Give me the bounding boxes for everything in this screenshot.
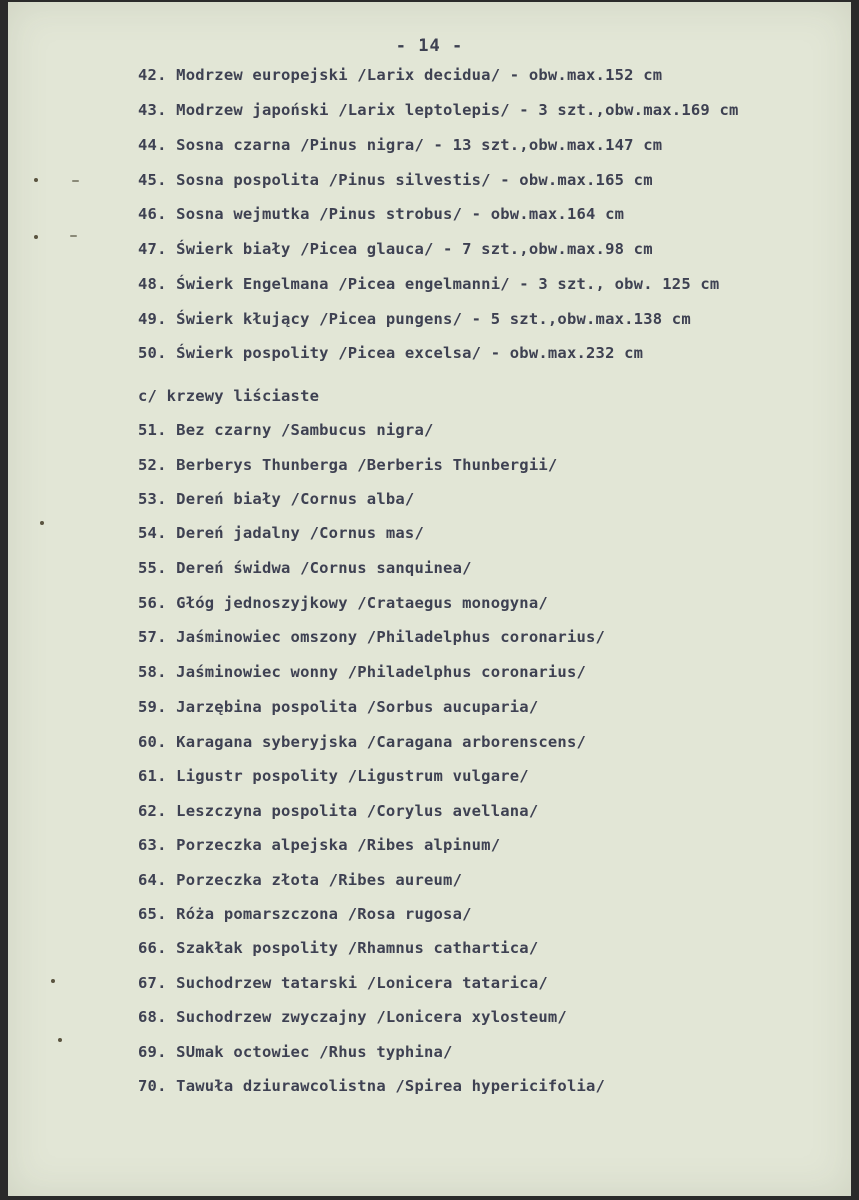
item-text: Sosna czarna /Pinus nigra/ - 13 szt.,obw.max.147 cm — [176, 136, 663, 154]
list-item — [138, 136, 662, 154]
item-number: 69. — [138, 1043, 167, 1061]
item-text: Jaśminowiec wonny /Philadelphus coronarius/ — [176, 663, 587, 681]
item-number: 57. — [138, 628, 167, 646]
item-text: Dereń jadalny /Cornus mas/ — [176, 524, 424, 542]
list-item — [138, 594, 548, 612]
list-item — [138, 171, 653, 189]
list-item — [138, 524, 424, 542]
item-text: Świerk pospolity /Picea excelsa/ - obw.max.232 cm — [176, 344, 644, 362]
margin-mark — [34, 178, 38, 182]
item-text: Porzeczka złota /Ribes aureum/ — [176, 871, 463, 889]
list-item — [138, 663, 586, 681]
item-text: Suchodrzew tatarski /Lonicera tatarica/ — [176, 974, 548, 992]
list-item — [138, 559, 472, 577]
item-text: Głóg jednoszyjkowy /Crataegus monogyna/ — [176, 594, 548, 612]
margin-mark — [40, 521, 44, 525]
item-text: Modrzew europejski /Larix decidua/ - obw.max.152 cm — [176, 66, 663, 84]
item-text: Dereń biały /Cornus alba/ — [176, 490, 415, 508]
item-number: 58. — [138, 663, 167, 681]
list-item — [138, 939, 538, 957]
item-text: Berberys Thunberga /Berberis Thunbergii/ — [176, 456, 558, 474]
section-title: krzewy liściaste — [166, 387, 320, 405]
item-number: 47. — [138, 240, 167, 258]
list-item — [138, 628, 605, 646]
list-item — [138, 698, 538, 716]
list-item — [138, 240, 653, 258]
item-number: 60. — [138, 733, 167, 751]
item-text: Dereń świdwa /Cornus sanquinea/ — [176, 559, 472, 577]
list-item — [138, 905, 472, 923]
item-number: 48. — [138, 275, 167, 293]
item-number: 63. — [138, 836, 167, 854]
item-number: 70. — [138, 1077, 167, 1095]
item-text: Karagana syberyjska /Caragana arborenscens/ — [176, 733, 587, 751]
item-text: Ligustr pospolity /Ligustrum vulgare/ — [176, 767, 529, 785]
list-item — [138, 205, 624, 223]
item-number: 46. — [138, 205, 167, 223]
list-item — [138, 344, 643, 362]
list-item — [138, 802, 538, 820]
item-number: 66. — [138, 939, 167, 957]
item-number: 68. — [138, 1008, 167, 1026]
item-number: 61. — [138, 767, 167, 785]
item-text: Suchodrzew zwyczajny /Lonicera xylosteum/ — [176, 1008, 567, 1026]
item-number: 50. — [138, 344, 167, 362]
item-number: 42. — [138, 66, 167, 84]
margin-mark — [51, 979, 55, 983]
item-number: 56. — [138, 594, 167, 612]
item-number: 54. — [138, 524, 167, 542]
margin-mark — [58, 1038, 62, 1042]
item-text: Leszczyna pospolita /Corylus avellana/ — [176, 802, 539, 820]
margin-mark — [70, 235, 77, 237]
item-text: Świerk Engelmana /Picea engelmanni/ - 3 szt., obw. 125 cm — [176, 275, 720, 293]
section-heading — [138, 387, 319, 405]
item-number: 55. — [138, 559, 167, 577]
list-item — [138, 456, 557, 474]
item-text: Sosna wejmutka /Pinus strobus/ - obw.max.164 cm — [176, 205, 625, 223]
item-text: Świerk kłujący /Picea pungens/ - 5 szt.,obw.max.138 cm — [176, 310, 691, 328]
item-number: 51. — [138, 421, 167, 439]
item-number: 64. — [138, 871, 167, 889]
item-text: Bez czarny /Sambucus nigra/ — [176, 421, 434, 439]
document-page — [8, 2, 851, 1196]
list-item — [138, 974, 548, 992]
item-number: 49. — [138, 310, 167, 328]
list-item — [138, 310, 691, 328]
list-item — [138, 1043, 453, 1061]
item-text: SUmak octowiec /Rhus typhina/ — [176, 1043, 453, 1061]
item-number: 65. — [138, 905, 167, 923]
item-number: 44. — [138, 136, 167, 154]
list-item — [138, 1008, 567, 1026]
list-item — [138, 871, 462, 889]
list-item — [138, 275, 719, 293]
list-item — [138, 101, 739, 119]
margin-mark — [72, 180, 79, 182]
item-number: 59. — [138, 698, 167, 716]
list-item — [138, 66, 662, 84]
list-item — [138, 733, 586, 751]
section-marker: c/ — [138, 387, 158, 405]
item-text: Świerk biały /Picea glauca/ - 7 szt.,obw.max.98 cm — [176, 240, 653, 258]
item-number: 67. — [138, 974, 167, 992]
list-item — [138, 490, 414, 508]
item-text: Jarzębina pospolita /Sorbus aucuparia/ — [176, 698, 539, 716]
list-item — [138, 1077, 605, 1095]
item-text: Modrzew japoński /Larix leptolepis/ - 3 szt.,obw.max.169 cm — [176, 101, 739, 119]
item-text: Tawuła dziurawcolistna /Spirea hypericifolia/ — [176, 1077, 606, 1095]
item-text: Róża pomarszczona /Rosa rugosa/ — [176, 905, 472, 923]
item-number: 52. — [138, 456, 167, 474]
item-number: 43. — [138, 101, 167, 119]
page-number: - 14 - — [395, 36, 464, 56]
item-text: Sosna pospolita /Pinus silvestis/ - obw.max.165 cm — [176, 171, 653, 189]
item-number: 62. — [138, 802, 167, 820]
item-text: Porzeczka alpejska /Ribes alpinum/ — [176, 836, 501, 854]
list-item — [138, 836, 500, 854]
item-text: Szakłak pospolity /Rhamnus cathartica/ — [176, 939, 539, 957]
item-text: Jaśminowiec omszony /Philadelphus coronarius/ — [176, 628, 606, 646]
item-number: 45. — [138, 171, 167, 189]
list-item — [138, 421, 434, 439]
list-item — [138, 767, 529, 785]
margin-mark — [34, 235, 38, 239]
item-number: 53. — [138, 490, 167, 508]
